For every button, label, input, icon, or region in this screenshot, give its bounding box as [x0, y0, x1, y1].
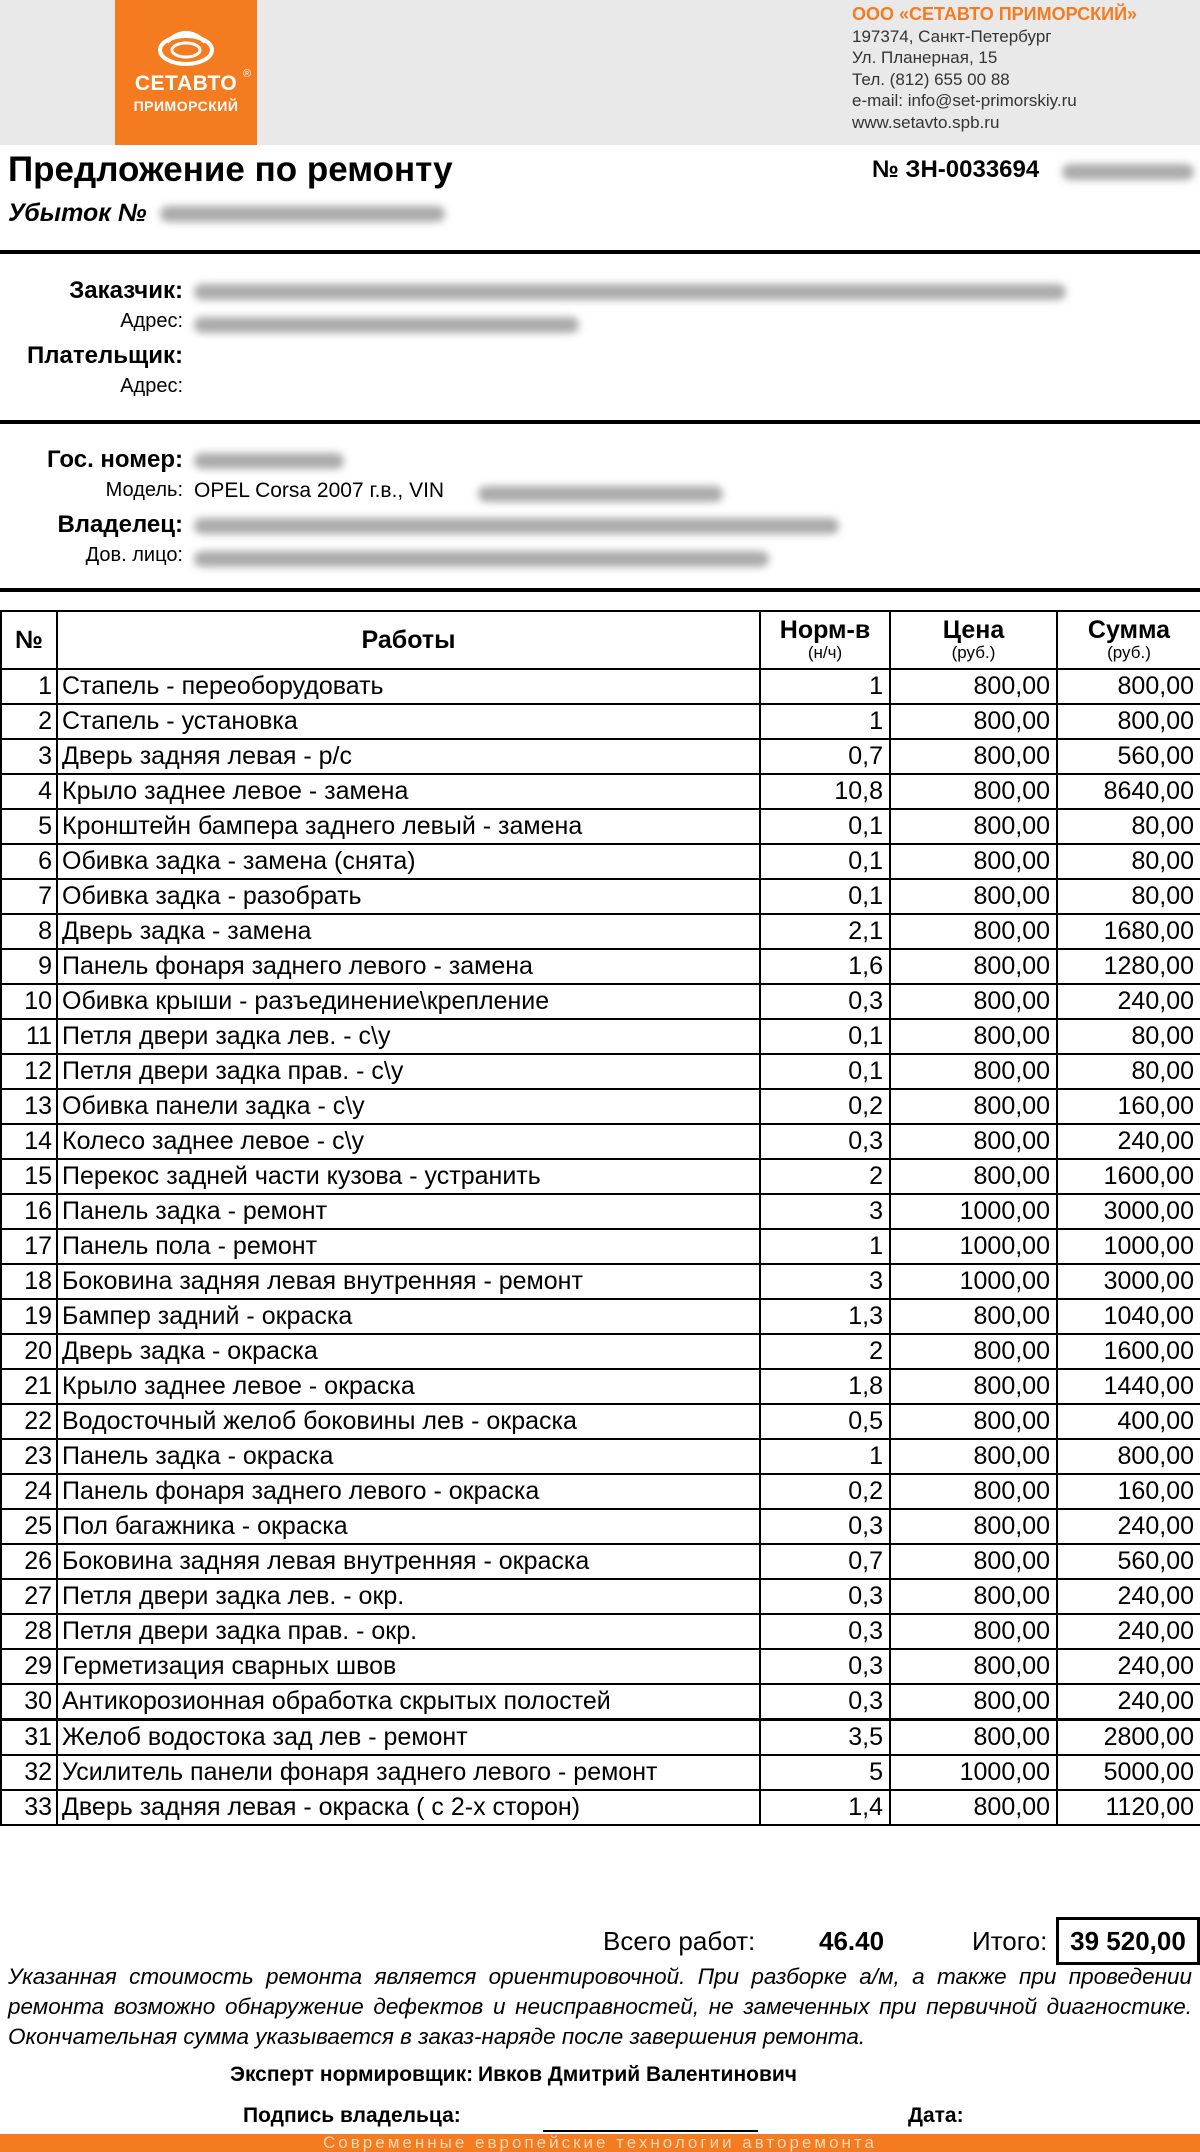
row-price: 800,00: [890, 774, 1057, 809]
row-sum: 160,00: [1057, 1474, 1200, 1509]
row-sum: 80,00: [1057, 1054, 1200, 1089]
table-row: [1, 669, 1200, 704]
row-sum: 2800,00: [1057, 1720, 1200, 1756]
footer-slogan: Современные европейские технологии авторемонта: [0, 2134, 1200, 2152]
row-sum: 1040,00: [1057, 1299, 1200, 1334]
row-work-name: Обивка панели задка - с\у: [57, 1089, 760, 1124]
row-work-name: Обивка задка - разобрать: [57, 879, 760, 914]
owner-signature-line: [543, 2130, 758, 2132]
row-number: 9: [1, 949, 57, 984]
row-number: 23: [1, 1439, 57, 1474]
col-header-norm-text: Норм-в: [779, 616, 871, 644]
table-row: [1, 1614, 1200, 1649]
col-header-price-text: Цена: [942, 616, 1005, 644]
row-number: 10: [1, 984, 57, 1019]
row-price: 800,00: [890, 1089, 1057, 1124]
row-norm-hours: 2,1: [760, 914, 890, 949]
row-norm-hours: 1,6: [760, 949, 890, 984]
row-norm-hours: 3: [760, 1264, 890, 1299]
row-sum: 1120,00: [1057, 1790, 1200, 1825]
company-email[interactable]: e-mail: info@set-primorskiy.ru: [852, 91, 1077, 110]
row-work-name: Усилитель панели фонаря заднего левого - ремонт: [57, 1755, 760, 1790]
row-price: 800,00: [890, 809, 1057, 844]
table-row: [1, 739, 1200, 774]
row-work-name: Панель пола - ремонт: [57, 1229, 760, 1264]
col-header-sum-unit: (руб.): [1107, 643, 1151, 662]
payer-label: Плательщик:: [27, 342, 183, 369]
disclaimer-text: Указанная стоимость ремонта является ориентировочной. При разборке а/м, а также при проведении ремонта возможно обнаружение дефектов и неисправностей, не замеченных при первичной диагностике. Окончательная сумма указывается в заказ-наряде после завершения ремонта.: [8, 1964, 1192, 2049]
row-norm-hours: 0,3: [760, 1614, 890, 1649]
row-norm-hours: 0,5: [760, 1404, 890, 1439]
row-work-name: Боковина задняя левая внутренняя - окраска: [57, 1544, 760, 1579]
row-norm-hours: 0,2: [760, 1089, 890, 1124]
row-number: 28: [1, 1614, 57, 1649]
company-name: ООО «СЕТАВТО ПРИМОРСКИЙ»: [852, 4, 1138, 24]
redacted-number-suffix: [1062, 164, 1194, 180]
document-number: № ЗН-0033694: [872, 156, 1040, 183]
row-price: 800,00: [890, 1544, 1057, 1579]
row-sum: 560,00: [1057, 1544, 1200, 1579]
date-label: Дата:: [908, 2104, 964, 2127]
row-number: 31: [1, 1720, 57, 1756]
plate-label: Гос. номер:: [46, 446, 183, 473]
grand-total-label: Итого:: [972, 1926, 1048, 1956]
row-sum: 240,00: [1057, 1579, 1200, 1614]
row-work-name: Панель фонаря заднего левого - окраска: [57, 1474, 760, 1509]
redacted-customer: [194, 284, 1066, 300]
row-work-name: Крыло заднее левое - замена: [57, 774, 760, 809]
row-number: 11: [1, 1019, 57, 1054]
works-total-value: 46.40: [819, 1926, 885, 1956]
row-number: 3: [1, 739, 57, 774]
row-sum: 1000,00: [1057, 1229, 1200, 1264]
row-sum: 800,00: [1057, 1439, 1200, 1474]
row-sum: 1600,00: [1057, 1159, 1200, 1194]
col-header-price: [890, 611, 1057, 669]
works-total-label: Всего работ:: [603, 1926, 756, 1956]
row-norm-hours: 0,3: [760, 1124, 890, 1159]
row-price: 800,00: [890, 1509, 1057, 1544]
row-number: 1: [1, 669, 57, 704]
row-price: 800,00: [890, 1790, 1057, 1825]
company-info: [852, 4, 1197, 133]
row-work-name: Панель задка - окраска: [57, 1439, 760, 1474]
row-number: 16: [1, 1194, 57, 1229]
row-number: 33: [1, 1790, 57, 1825]
row-work-name: Пол багажника - окраска: [57, 1509, 760, 1544]
table-row: [1, 1649, 1200, 1684]
row-price: 800,00: [890, 1404, 1057, 1439]
works-table: [0, 610, 1200, 1826]
logo-swirl-icon: [155, 26, 217, 70]
row-work-name: Крыло заднее левое - окраска: [57, 1369, 760, 1404]
table-row: [1, 1334, 1200, 1369]
col-header-work: Работы: [57, 611, 760, 669]
row-sum: 240,00: [1057, 1509, 1200, 1544]
row-norm-hours: 0,1: [760, 844, 890, 879]
col-header-sum: [1057, 611, 1200, 669]
row-price: 800,00: [890, 844, 1057, 879]
row-norm-hours: 0,3: [760, 1509, 890, 1544]
row-sum: 1280,00: [1057, 949, 1200, 984]
row-norm-hours: 0,1: [760, 1019, 890, 1054]
row-number: 21: [1, 1369, 57, 1404]
row-norm-hours: 3,5: [760, 1720, 890, 1756]
row-price: 800,00: [890, 1159, 1057, 1194]
works-table-body: [1, 669, 1200, 1825]
row-price: 1000,00: [890, 1755, 1057, 1790]
row-norm-hours: 0,3: [760, 984, 890, 1019]
table-row: [1, 1755, 1200, 1790]
row-norm-hours: 0,3: [760, 1579, 890, 1614]
row-number: 25: [1, 1509, 57, 1544]
row-sum: 1600,00: [1057, 1334, 1200, 1369]
row-work-name: Кронштейн бампера заднего левый - замена: [57, 809, 760, 844]
table-row: [1, 1474, 1200, 1509]
row-norm-hours: 1: [760, 1229, 890, 1264]
row-price: 800,00: [890, 949, 1057, 984]
row-work-name: Петля двери задка лев. - с\у: [57, 1019, 760, 1054]
divider: [0, 420, 1200, 424]
row-price: 1000,00: [890, 1229, 1057, 1264]
row-price: 800,00: [890, 1369, 1057, 1404]
redacted-plate: [194, 453, 344, 469]
model-value: OPEL Corsa 2007 г.в., VIN: [194, 479, 445, 502]
row-sum: 1440,00: [1057, 1369, 1200, 1404]
row-norm-hours: 1: [760, 704, 890, 739]
row-work-name: Боковина задняя левая внутренняя - ремонт: [57, 1264, 760, 1299]
row-norm-hours: 0,2: [760, 1474, 890, 1509]
row-number: 8: [1, 914, 57, 949]
row-work-name: Антикорозионная обработка скрытых полостей: [57, 1684, 760, 1720]
redacted-owner: [194, 518, 839, 534]
table-row: [1, 809, 1200, 844]
col-header-price-unit: (руб.): [951, 643, 996, 662]
customer-label: Заказчик:: [69, 277, 183, 304]
row-number: 30: [1, 1684, 57, 1720]
row-work-name: Дверь задка - окраска: [57, 1334, 760, 1369]
table-row: [1, 1579, 1200, 1614]
owner-label: Владелец:: [57, 511, 183, 538]
row-sum: 240,00: [1057, 984, 1200, 1019]
table-row: [1, 1159, 1200, 1194]
document-title: Предложение по ремонту: [8, 150, 453, 189]
row-work-name: Дверь задка - замена: [57, 914, 760, 949]
row-price: 800,00: [890, 1720, 1057, 1756]
row-work-name: Панель фонаря заднего левого - замена: [57, 949, 760, 984]
row-sum: 80,00: [1057, 879, 1200, 914]
row-number: 15: [1, 1159, 57, 1194]
row-price: 800,00: [890, 1019, 1057, 1054]
company-website[interactable]: www.setavto.spb.ru: [852, 112, 1000, 132]
table-row: [1, 1264, 1200, 1299]
row-norm-hours: 0,1: [760, 879, 890, 914]
row-work-name: Стапель - переоборудовать: [57, 669, 760, 704]
row-sum: 3000,00: [1057, 1194, 1200, 1229]
row-sum: 240,00: [1057, 1649, 1200, 1684]
row-price: 800,00: [890, 879, 1057, 914]
loss-label: Убыток №: [8, 199, 147, 227]
row-work-name: Бампер задний - окраска: [57, 1299, 760, 1334]
row-number: 7: [1, 879, 57, 914]
table-row: [1, 844, 1200, 879]
row-norm-hours: 2: [760, 1334, 890, 1369]
table-row: [1, 1439, 1200, 1474]
proxy-label: Дов. лицо:: [85, 544, 183, 566]
row-norm-hours: 0,1: [760, 1054, 890, 1089]
table-row: [1, 1720, 1200, 1756]
row-price: 800,00: [890, 1439, 1057, 1474]
company-address-2: Ул. Планерная, 15: [852, 48, 998, 67]
col-header-no: №: [1, 611, 57, 669]
redacted-proxy: [194, 551, 769, 567]
table-row: [1, 774, 1200, 809]
table-row: [1, 1369, 1200, 1404]
row-norm-hours: 1: [760, 1439, 890, 1474]
row-norm-hours: 0,7: [760, 739, 890, 774]
table-row: [1, 704, 1200, 739]
row-price: 800,00: [890, 1474, 1057, 1509]
redacted-vin: [478, 486, 723, 502]
row-norm-hours: 1: [760, 669, 890, 704]
row-number: 24: [1, 1474, 57, 1509]
customer-address-label: Адрес:: [120, 310, 183, 332]
row-number: 19: [1, 1299, 57, 1334]
row-work-name: Водосточный желоб боковины лев - окраска: [57, 1404, 760, 1439]
row-work-name: Петля двери задка прав. - окр.: [57, 1614, 760, 1649]
row-norm-hours: 0,3: [760, 1684, 890, 1720]
table-row: [1, 1229, 1200, 1264]
divider: [0, 588, 1200, 592]
row-number: 17: [1, 1229, 57, 1264]
row-number: 4: [1, 774, 57, 809]
table-row: [1, 949, 1200, 984]
row-work-name: Герметизация сварных швов: [57, 1649, 760, 1684]
table-row: [1, 1089, 1200, 1124]
row-work-name: Панель задка - ремонт: [57, 1194, 760, 1229]
logo-sub-text: ПРИМОРСКИЙ: [133, 98, 239, 114]
row-sum: 800,00: [1057, 704, 1200, 739]
row-price: 800,00: [890, 1579, 1057, 1614]
row-work-name: Желоб водостока зад лев - ремонт: [57, 1720, 760, 1756]
col-header-sum-text: Сумма: [1087, 616, 1171, 644]
row-number: 29: [1, 1649, 57, 1684]
row-price: 1000,00: [890, 1264, 1057, 1299]
table-row: [1, 1054, 1200, 1089]
row-number: 13: [1, 1089, 57, 1124]
row-price: 1000,00: [890, 1194, 1057, 1229]
row-norm-hours: 0,3: [760, 1649, 890, 1684]
row-work-name: Петля двери задка прав. - с\у: [57, 1054, 760, 1089]
company-phone: Тел. (812) 655 00 88: [852, 69, 1010, 89]
row-price: 800,00: [890, 1614, 1057, 1649]
row-sum: 160,00: [1057, 1089, 1200, 1124]
row-price: 800,00: [890, 984, 1057, 1019]
row-norm-hours: 0,7: [760, 1544, 890, 1579]
row-sum: 240,00: [1057, 1124, 1200, 1159]
redacted-loss-number: [160, 206, 445, 222]
redacted-customer-address: [194, 317, 579, 333]
row-price: 800,00: [890, 1649, 1057, 1684]
col-header-norm-unit: (н/ч): [807, 643, 843, 662]
table-row: [1, 1299, 1200, 1334]
row-norm-hours: 3: [760, 1194, 890, 1229]
table-row: [1, 879, 1200, 914]
table-row: [1, 1194, 1200, 1229]
row-number: 27: [1, 1579, 57, 1614]
row-price: 800,00: [890, 914, 1057, 949]
row-price: 800,00: [890, 739, 1057, 774]
table-header-row: [1, 611, 1200, 669]
row-sum: 560,00: [1057, 739, 1200, 774]
col-header-norm: [760, 611, 890, 669]
row-work-name: Перекос задней части кузова - устранить: [57, 1159, 760, 1194]
row-number: 20: [1, 1334, 57, 1369]
row-norm-hours: 5: [760, 1755, 890, 1790]
company-logo: [115, 0, 257, 145]
row-number: 22: [1, 1404, 57, 1439]
row-price: 800,00: [890, 1054, 1057, 1089]
row-norm-hours: 1,3: [760, 1299, 890, 1334]
divider: [0, 250, 1200, 254]
row-work-name: Стапель - установка: [57, 704, 760, 739]
row-sum: 3000,00: [1057, 1264, 1200, 1299]
row-number: 18: [1, 1264, 57, 1299]
row-work-name: Обивка задка - замена (снята): [57, 844, 760, 879]
row-number: 12: [1, 1054, 57, 1089]
row-number: 26: [1, 1544, 57, 1579]
row-norm-hours: 2: [760, 1159, 890, 1194]
row-sum: 240,00: [1057, 1614, 1200, 1649]
row-price: 800,00: [890, 1124, 1057, 1159]
row-norm-hours: 0,1: [760, 809, 890, 844]
row-number: 14: [1, 1124, 57, 1159]
row-norm-hours: 10,8: [760, 774, 890, 809]
table-row: [1, 914, 1200, 949]
row-price: 800,00: [890, 669, 1057, 704]
row-number: 32: [1, 1755, 57, 1790]
row-sum: 80,00: [1057, 844, 1200, 879]
table-row: [1, 1509, 1200, 1544]
row-sum: 8640,00: [1057, 774, 1200, 809]
row-price: 800,00: [890, 704, 1057, 739]
company-address-1: 197374, Санкт-Петербург: [852, 26, 1052, 46]
table-row: [1, 1124, 1200, 1159]
logo-registered-mark: ®: [243, 68, 252, 80]
owner-signature-label: Подпись владельца:: [243, 2104, 461, 2127]
row-work-name: Петля двери задка лев. - окр.: [57, 1579, 760, 1614]
row-work-name: Колесо заднее левое - с\у: [57, 1124, 760, 1159]
row-sum: 80,00: [1057, 1019, 1200, 1054]
row-number: 2: [1, 704, 57, 739]
row-sum: 1680,00: [1057, 914, 1200, 949]
row-work-name: Дверь задняя левая - р/с: [57, 739, 760, 774]
row-norm-hours: 1,8: [760, 1369, 890, 1404]
row-price: 800,00: [890, 1334, 1057, 1369]
table-row: [1, 1684, 1200, 1720]
row-number: 5: [1, 809, 57, 844]
row-price: 800,00: [890, 1299, 1057, 1334]
row-price: 800,00: [890, 1684, 1057, 1720]
table-row: [1, 1019, 1200, 1054]
row-number: 6: [1, 844, 57, 879]
expert-label: Эксперт нормировщик:: [230, 2063, 474, 2086]
model-label: Модель:: [105, 479, 183, 501]
table-row: [1, 984, 1200, 1019]
row-norm-hours: 1,4: [760, 1790, 890, 1825]
table-row: [1, 1544, 1200, 1579]
grand-total-value: 39 520,00: [1056, 1917, 1200, 1965]
row-sum: 5000,00: [1057, 1755, 1200, 1790]
table-row: [1, 1790, 1200, 1825]
row-work-name: Дверь задняя левая - окраска ( с 2-х сторон): [57, 1790, 760, 1825]
row-sum: 800,00: [1057, 669, 1200, 704]
row-work-name: Обивка крыши - разъединение\крепление: [57, 984, 760, 1019]
logo-main-text: СЕТАВТО: [134, 72, 238, 95]
row-sum: 400,00: [1057, 1404, 1200, 1439]
payer-address-label: Адрес:: [120, 375, 183, 397]
row-sum: 80,00: [1057, 809, 1200, 844]
expert-name: Ивков Дмитрий Валентинович: [478, 2063, 797, 2086]
table-row: [1, 1404, 1200, 1439]
row-sum: 240,00: [1057, 1684, 1200, 1720]
